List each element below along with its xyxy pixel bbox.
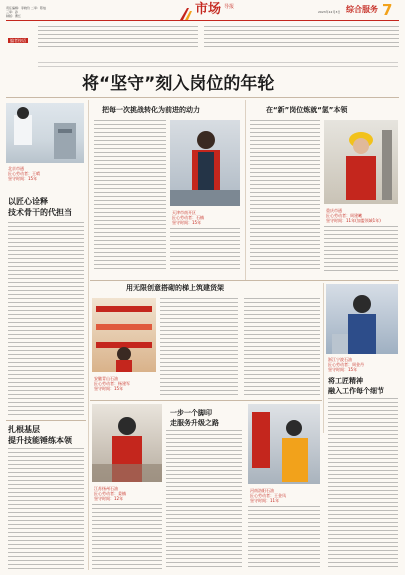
caption-2-line-3: 坚守时间：15年	[172, 220, 202, 225]
masthead-rule	[6, 20, 399, 21]
page-title: 将“坚守”刻入岗位的年轮	[82, 74, 275, 94]
article-1-title: 把每一次挑战转化为前进的动力	[102, 106, 200, 114]
intro-text-left	[38, 26, 198, 50]
lower-rule	[90, 400, 322, 401]
caption-5-line-2: 匠心劳动者：周金丹	[328, 362, 364, 367]
article-2-body-1	[250, 120, 320, 272]
intro-text-right	[204, 26, 399, 50]
caption-1-line-1: 北京市通	[8, 166, 24, 171]
caption-4-line-2: 匠心劳动者：杨建军	[94, 381, 130, 386]
photo-service-worker	[92, 404, 162, 482]
caption-6-line-3: 坚守时间：12年	[94, 496, 124, 501]
article-3-body	[8, 222, 84, 418]
article-4-body-2	[244, 298, 320, 396]
article-6-title: 将工匠精神 融入工作每个细节	[328, 377, 384, 395]
article-7-body-1	[92, 504, 162, 570]
middle-rule	[90, 280, 399, 281]
left-rule	[6, 420, 86, 421]
photo-fuel-station-worker	[248, 404, 320, 484]
logo-text: 市场	[195, 2, 222, 17]
masthead-info-1: 责任编辑：李晓玲 二审：陈灿	[6, 6, 46, 10]
logo-subtitle: 导报	[224, 4, 235, 10]
caption-2-line-2: 匠心劳动者：石楠	[172, 215, 204, 220]
photo-craftsman	[326, 284, 398, 354]
article-1-body-2	[170, 228, 240, 272]
article-5-body	[8, 448, 84, 570]
caption-5-line-3: 坚守时间：15年	[328, 367, 358, 372]
caption-6-line-1: 江苏扬州石油	[94, 486, 118, 491]
intro-tag: 编者按语	[10, 38, 26, 43]
right-column-divider	[323, 283, 324, 433]
article-7-title: 一步一个脚印 走服务升级之路	[170, 409, 219, 427]
caption-7-line-2: 匠心劳动者：王金凤	[250, 493, 286, 498]
intro-text-strip	[38, 62, 398, 70]
caption-3-line-1: 重庆市通	[326, 208, 342, 213]
article-7-body-3	[248, 506, 320, 570]
article-4-title: 用无限创意搭砌的梯上筑建货架	[126, 284, 224, 292]
caption-6-line-2: 匠心劳动者：姜楠	[94, 491, 126, 496]
article-4-body-1	[160, 298, 238, 396]
article-3-title: 以匠心诠释 技术骨干的代担当	[8, 197, 72, 217]
article-6-body	[328, 398, 398, 570]
caption-7-line-3: 坚守时间：11年	[250, 498, 280, 503]
caption-3-line-3: 坚守时间：11年(加盟领域1年)	[326, 218, 381, 223]
caption-5-line-1: 浙江宁波石油	[328, 357, 352, 362]
article-7-body-2	[166, 430, 242, 570]
issue-date: 2023年12月3日	[318, 10, 341, 14]
caption-2-line-1: 天津市南开区	[172, 210, 196, 215]
caption-1-line-3: 坚守时间：15年	[8, 176, 38, 181]
left-column-divider	[88, 100, 89, 570]
caption-4-line-1: 安徽青山石油	[94, 376, 118, 381]
mid-column-divider	[245, 100, 246, 280]
photo-worker-uniform	[170, 120, 240, 206]
article-5-title: 扎根基层 提升技能锤练本领	[8, 425, 72, 445]
title-rule	[6, 97, 399, 98]
masthead-info-3: 制版：曹红	[6, 14, 22, 18]
logo-mark-icon	[180, 5, 194, 17]
photo-shelf-worker	[92, 298, 156, 372]
photo-lab-worker	[6, 103, 84, 163]
photo-hydrogen-worker	[324, 120, 398, 204]
caption-7-line-1: 河南洛阳石油	[250, 488, 274, 493]
masthead-info-2: 三审：孙	[6, 10, 19, 14]
article-1-body-1	[94, 120, 166, 270]
caption-3-line-2: 匠心劳动者：周建曦	[326, 213, 362, 218]
section-name: 综合服务	[346, 5, 378, 14]
article-2-title: 在“新”岗位炼就“氢”本领	[266, 106, 348, 114]
caption-4-line-3: 坚守时间：15年	[94, 386, 124, 391]
page-number: 7	[382, 1, 393, 19]
article-2-body-2	[324, 226, 398, 272]
caption-1-line-2: 匠心劳动者：王晴	[8, 171, 40, 176]
